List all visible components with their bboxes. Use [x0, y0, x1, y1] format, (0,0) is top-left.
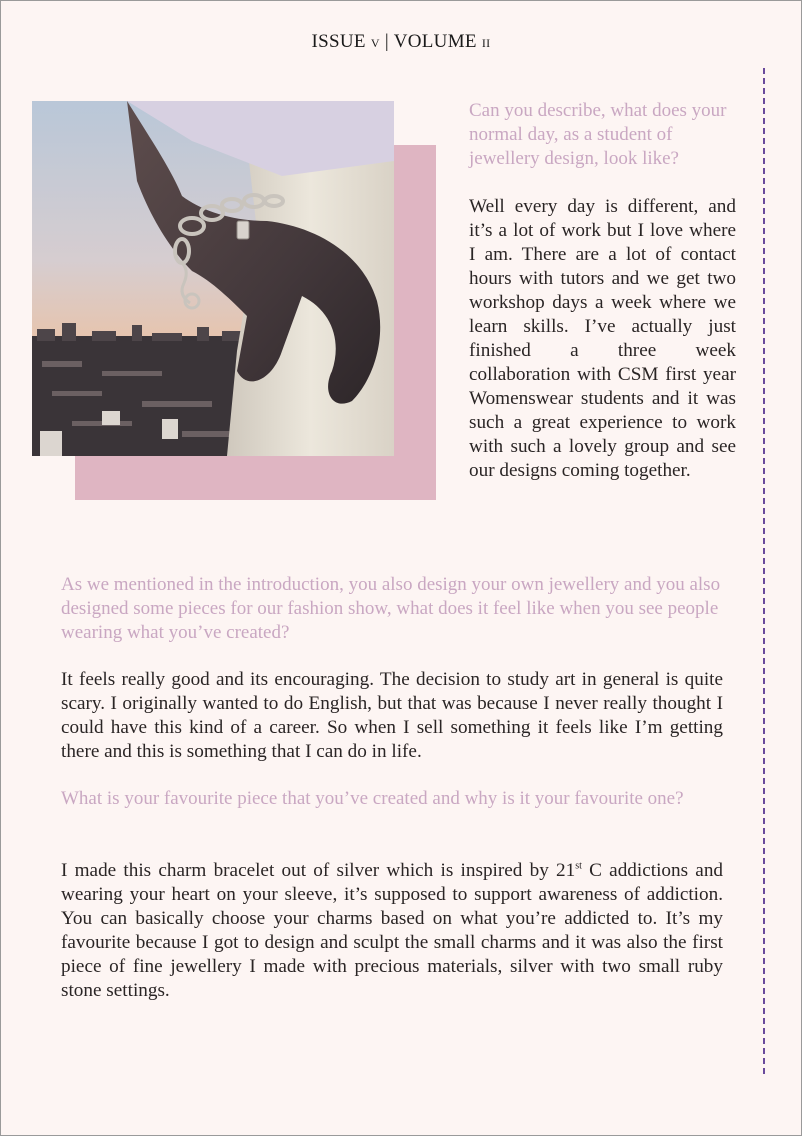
answer-daily-life: Well every day is different, and it’s a lot of work but I love where I am. There are a lot of contact hours with tutors and we get two workshop days a week where we learn skills. I’ve actually just finished a three week collaboration with CSM first year Womenswear students and it was such a great experience to work with such a lovely group and see our designs coming together.	[469, 196, 736, 481]
question-daily-life: Can you describe, what does your normal day, as a student of jewellery design, look like?	[469, 100, 727, 169]
dashed-divider	[763, 68, 765, 1074]
answer-own-jewellery: It feels really good and its encouraging. The decision to study art in general is quite scary. I originally wanted to do English, but that was because I never really thought I could have this kind of a career. So when I sell something it feels like I’m getting there and this is something that I can do in life.	[61, 669, 723, 762]
header-separator: |	[384, 31, 390, 52]
answer-favourite-piece	[61, 859, 723, 1003]
question-own-jewellery: As we mentioned in the introduction, you also design your own jewellery and you also designed some pieces for our fashion show, what does it feel like when you see people wearing what you’ve created?	[61, 574, 721, 643]
answer-favourite-piece-part2: C addictions and wearing your heart on your sleeve, it’s supposed to support awareness of addiction. You can basically choose your charms based on what you’re addicted to. It’s my favourite because I got to design and sculpt the small charms and it was also the first piece of fine jewellery I made with precious materials, silver with two small ruby stone settings.	[61, 860, 724, 1001]
bracelet-photo	[32, 101, 394, 456]
issue-number: v	[370, 32, 380, 51]
answer-favourite-piece-part1: I made this charm bracelet out of silver which is inspired by 21	[61, 860, 576, 881]
ordinal-suffix: st	[575, 860, 582, 872]
question-favourite-piece: What is your favourite piece that you’ve created and why is it your favourite one?	[61, 788, 684, 809]
issue-label: ISSUE	[311, 31, 366, 52]
volume-label: VOLUME	[393, 31, 477, 52]
volume-number: ii	[481, 32, 491, 51]
issue-header	[0, 31, 802, 53]
